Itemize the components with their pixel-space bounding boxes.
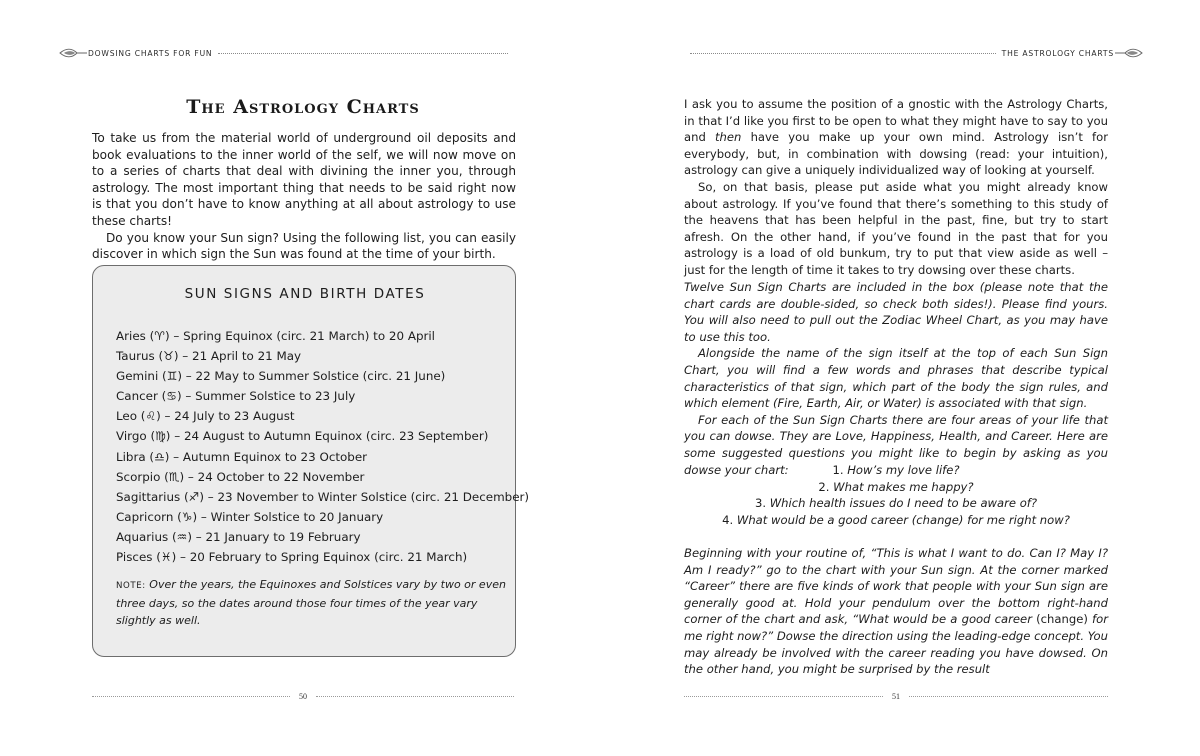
sign-name: Aries (116, 329, 146, 343)
question-number: 3. (754, 496, 767, 511)
instruction-paragraph: Alongside the name of the sign itself at the top of each Sun Sign Chart, you will find a few words and phrases that describe typical characteristics of that sign, which part of the body the sign rules, and which element (Fire, Earth, Air, or Water) is associated with that sign. (684, 346, 1108, 411)
question-number: 4. (722, 512, 734, 527)
sign-name: Aquarius (116, 529, 169, 544)
sun-signs-sidebar (92, 265, 530, 657)
cancer-glyph-icon: ♋ (166, 389, 177, 404)
sign-dates: Autumn Equinox to 23 October (182, 449, 368, 464)
gemini-glyph-icon: ♊ (166, 369, 178, 384)
question-text: What makes me happy? (833, 479, 974, 494)
page-footer-right (684, 690, 1108, 702)
question-item (684, 495, 1108, 512)
sun-sign-item: Capricorn (♑) – Winter Solstice to 20 January (116, 509, 384, 524)
sidebar-title: SUN SIGNS AND BIRTH DATES (184, 286, 426, 302)
question-number: 1. (832, 463, 844, 477)
sign-dates: 21 April to 21 May (192, 349, 302, 364)
footer-rule (909, 696, 1108, 697)
sun-sign-item: Libra (♎) – Autumn Equinox to 23 October (116, 449, 368, 464)
leo-glyph-icon: ♌ (145, 409, 157, 424)
sagittarius-glyph-icon: ♐ (188, 489, 200, 504)
instruction-paragraph: Twelve Sun Sign Charts are included in the box (please note that the chart cards are double-sided, so check both sides!). Please find yours. You will also need to pull out the Zodiac Wheel Chart, as you may have to use this too. (684, 280, 1108, 344)
sun-sign-item: Scorpio (♏) – 24 October to 22 November (116, 469, 365, 484)
sign-dates: Summer Solstice to 23 July (195, 389, 356, 404)
question-list (684, 462, 1108, 528)
sign-name: Leo (116, 409, 138, 424)
running-head-text: DOWSING CHARTS FOR FUN (88, 48, 213, 58)
sign-name: Sagittarius (116, 489, 181, 504)
sign-dates: 23 November to Winter Solstice (circ. 21 December) (217, 489, 530, 504)
text-run: for me right now?” Dowse the direction using the leading-edge concept. You may already be involved with the career reading you have dowsed. On the other hand, you might be surprised by the result (684, 612, 1108, 677)
question-item (684, 512, 1108, 529)
emphasis: then (715, 130, 742, 145)
page-number: 50 (299, 691, 307, 701)
footer-rule (316, 696, 514, 697)
sun-sign-item: Leo (♌) – 24 July to 23 August (116, 409, 295, 424)
sun-sign-item: Aquarius (♒) – 21 January to 19 February (116, 529, 361, 544)
sun-sign-item: Sagittarius (♐) – 23 November to Winter Solstice (circ. 21 December) (116, 489, 530, 504)
closing-paragraph (684, 545, 1108, 678)
body-paragraph (684, 96, 1108, 179)
text-run: Beginning with your routine of, “This is what I want to do. Can I? May I? Am I ready?” go to the chart with your Sun sign. At the corner marked “Career” there are five kinds of work that people with your Sun sign are generally good at. Hold your pendulum over the bottom right-hand corner of the chart and ask, “What would be a good career (684, 546, 1108, 627)
scorpio-glyph-icon: ♏ (168, 469, 180, 484)
question-text: How’s my love life? (847, 463, 960, 477)
taurus-glyph-icon: ♉ (163, 349, 174, 364)
question-text: What would be a good career (change) for me right now? (736, 512, 1070, 527)
sign-name: Scorpio (116, 469, 161, 484)
libra-glyph-icon: ♎ (154, 449, 165, 464)
sun-sign-item: Gemini (♊) – 22 May to Summer Solstice (circ. 21 June) (116, 369, 446, 384)
header-rule (218, 53, 508, 54)
body-paragraph: So, on that basis, please put aside what you might already know about astrology. If you’ve found that there’s something to this study of the heavens that has been helpful in the past, fine, but try to start afresh. On the other hand, if you’ve found in the past that for you astrology is a load of old bunkum, try to put that view aside as well – just for the length of time it takes to try dowsing over these charts. (684, 179, 1108, 277)
sign-name: Taurus (116, 349, 155, 364)
sun-sign-item: Pisces (♓) – 20 February to Spring Equinox (circ. 21 March) (116, 550, 468, 565)
sun-sign-item: Aries (♈) – Spring Equinox (circ. 21 March) to 20 April (116, 329, 435, 343)
instruction-text (684, 279, 1108, 478)
sun-sign-item: Virgo (♍) – 24 August to Autumn Equinox (circ. 23 September) (116, 429, 489, 444)
sign-dates: 20 February to Spring Equinox (circ. 21 March) (189, 550, 468, 565)
question-number: 2. (818, 479, 830, 494)
intro-paragraph: Do you know your Sun sign? Using the following list, you can easily discover in which sign the Sun was found at the time of your birth. (92, 230, 516, 262)
chapter-title: The Astrology Charts (186, 96, 420, 118)
instruction-paragraph: For each of the Sun Sign Charts there are four areas of your life that you can dowse. They are Love, Happiness, Health, and Career. Here are some suggested questions you might like to begin by asking as you dowse your chart: (684, 412, 1108, 477)
sign-dates: 24 July to 23 August (174, 409, 295, 424)
sun-sign-list (116, 326, 530, 567)
sign-name: Libra (116, 449, 146, 464)
note-text: Over the years, the Equinoxes and Solstices vary by two or even three days, so the dates around those four times of the year vary slightly as well. (116, 578, 506, 627)
footer-rule (92, 696, 290, 697)
capricorn-glyph-icon: ♑ (181, 509, 193, 524)
header-ornament-icon (1114, 47, 1144, 59)
closing-text (684, 545, 1108, 678)
sign-dates: Spring Equinox (circ. 21 March) to 20 April (183, 329, 435, 343)
aries-glyph-icon: ♈ (154, 329, 165, 343)
text-run: I ask you to assume the position of a gnostic with the Astrology Charts, in that I’d like you first to be open to what they might have to say to you and (684, 97, 1108, 145)
body-text (684, 96, 1108, 279)
footer-rule (684, 696, 883, 697)
sun-sign-item: Taurus (♉) – 21 April to 21 May (116, 349, 302, 364)
running-header-left (58, 45, 514, 61)
sign-dates: 24 August to Autumn Equinox (circ. 23 September) (183, 429, 489, 444)
sidebar-note (116, 576, 511, 629)
sign-dates: 22 May to Summer Solstice (circ. 21 June) (195, 369, 446, 384)
text-run: (change) (1036, 612, 1088, 627)
sun-sign-item: Cancer (♋) – Summer Solstice to 23 July (116, 389, 356, 404)
virgo-glyph-icon: ♍ (155, 429, 166, 444)
sign-name: Gemini (116, 369, 159, 384)
sign-name: Cancer (116, 389, 158, 404)
question-text: Which health issues do I need to be aware of? (769, 496, 1038, 511)
page-number: 51 (892, 691, 900, 701)
sign-name: Pisces (116, 550, 153, 565)
intro-paragraph: To take us from the material world of underground oil deposits and book evaluations to the inner world of the self, we will now move on to a series of charts that deal with divining the inner you, through astrology. The most important thing that needs to be said right now is that you don’t have to know anything at all about astrology to use these charts! (92, 131, 516, 228)
pisces-glyph-icon: ♓ (160, 550, 172, 565)
sign-name: Virgo (116, 429, 147, 444)
sign-dates: 24 October to 22 November (197, 469, 365, 484)
page-footer-left (92, 690, 514, 702)
question-item (684, 462, 1108, 479)
aquarius-glyph-icon: ♒ (176, 529, 188, 544)
sign-dates: 21 January to 19 February (205, 529, 361, 544)
header-ornament-icon (58, 47, 88, 59)
running-head-text: THE ASTROLOGY CHARTS (1001, 48, 1114, 58)
sign-name: Capricorn (116, 509, 174, 524)
right-page (600, 0, 1200, 756)
intro-text (92, 130, 516, 263)
sign-dates: Winter Solstice to 20 January (210, 509, 384, 524)
header-rule (690, 53, 996, 54)
note-label: NOTE: (116, 581, 146, 591)
question-item (684, 479, 1108, 496)
running-header-right (684, 45, 1144, 61)
text-run: have you make up your own mind. Astrology isn’t for everybody, but, in combination with dowsing (read: your intuition), astrology can give a uniquely individualized way of looking at yourself. (684, 130, 1108, 178)
